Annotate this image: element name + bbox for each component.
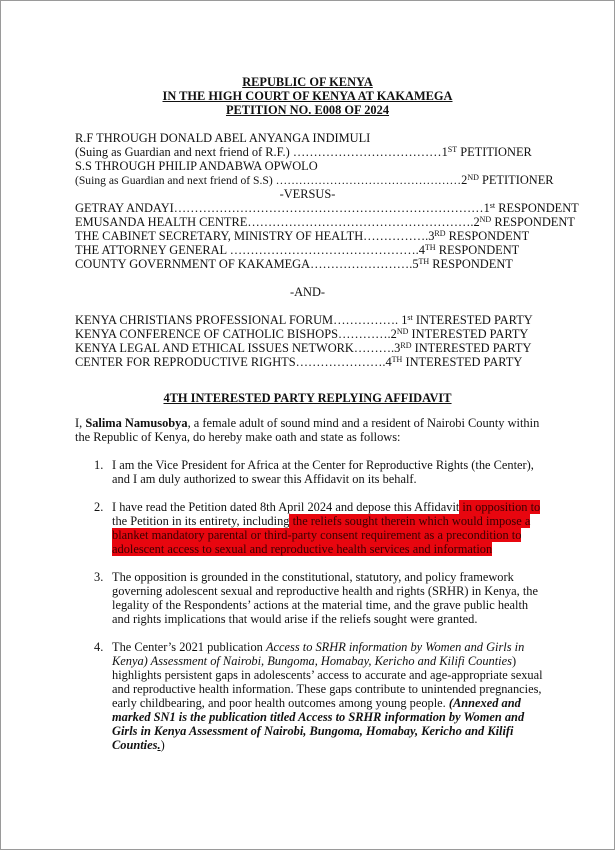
court-heading-petition: PETITION NO. E008 OF 2024: [225, 103, 390, 117]
paragraph-2-line-3: [112, 528, 521, 542]
respondent-3: THE CABINET SECRETARY, MINISTRY OF HEALTH…………….3RD RESPONDENT: [75, 229, 530, 243]
and-label: -AND-: [289, 285, 326, 299]
paragraph-2-line-2: the Petition in its entirety, including the reliefs sought therein which would impose a: [112, 514, 531, 528]
interested-party-1: KENYA CHRISTIANS PROFESSIONAL FORUM……………. 1st INTERESTED PARTY: [75, 313, 533, 327]
paragraph-4-line-7: Girls in Kenya Assessment of Nairobi, Bungoma, Homabay, Kericho and Kilifi: [112, 724, 514, 738]
paragraph-3-line-3: legality of the Respondents’ actions at the material time, and the grave public health: [112, 598, 529, 612]
paragraph-3-number: 3.: [94, 570, 104, 584]
paragraph-2-line-1: I have read the Petition dated 8th April 2024 and depose this Affidavit in opposition to: [112, 500, 541, 514]
paragraph-2-number: 2.: [94, 500, 104, 514]
paragraph-1-line-2: and I am duly authorized to swear this Affidavit on its behalf.: [112, 472, 417, 486]
paragraph-3-line-4: and rights implications that would arise if the reliefs sought were granted.: [112, 612, 478, 626]
intro-line-2: the Republic of Kenya, do hereby make oath and state as follows:: [75, 430, 401, 444]
affidavit-title: 4TH INTERESTED PARTY REPLYING AFFIDAVIT: [163, 391, 452, 405]
paragraph-4-line-4: and reproductive health information. These gaps contribute to unintended pregnancies,: [112, 682, 542, 696]
respondent-4: THE ATTORNEY GENERAL ……………………………………….4TH RESPONDENT: [75, 243, 520, 257]
interested-party-4: CENTER FOR REPRODUCTIVE RIGHTS………………….4TH INTERESTED PARTY: [75, 355, 523, 369]
paragraph-4-line-2: Kenya) Assessment of Nairobi, Bungoma, Homabay, Kericho and Kilifi Counties): [112, 654, 517, 668]
paragraph-1-number: 1.: [94, 458, 104, 472]
petitioner-1-line: (Suing as Guardian and next friend of R.F.) ………………………………1ST PETITIONER: [75, 145, 532, 159]
paragraph-4-line-6: marked SN1 is the publication titled Access to SRHR information by Women and: [112, 710, 525, 724]
paragraph-2-line-4: [112, 542, 492, 556]
intro-line-1: I, Salima Namusobya, a female adult of sound mind and a resident of Nairobi County within: [75, 416, 540, 430]
paragraph-4-line-1: The Center’s 2021 publication Access to SRHR information by Women and Girls in: [112, 640, 525, 654]
deponent-name: Salima Namusobya: [85, 416, 188, 430]
paragraph-4-number: 4.: [94, 640, 104, 654]
highlighted-text: adolescent access to sexual and reproductive health services and information: [112, 542, 493, 556]
paragraph-3-line-1: The opposition is grounded in the constitutional, statutory, and policy framework: [112, 570, 514, 584]
versus-label: -VERSUS-: [279, 187, 336, 201]
interested-party-3: KENYA LEGAL AND ETHICAL ISSUES NETWORK……….3RD INTERESTED PARTY: [75, 341, 532, 355]
paragraph-4-line-5: early childbearing, and poor health outcomes among young people. (Annexed and: [112, 696, 521, 710]
respondent-1: GETRAY ANDAYI…………………………………………………………………1st RESPONDENT: [75, 201, 579, 215]
paragraph-4-line-3: highlights persistent gaps in adolescents’ access to accurate and age-appropriate sexual: [112, 668, 543, 682]
petitioner-2-line: (Suing as Guardian and next friend of S.S) …………………………………………2ND PETITIONER: [75, 173, 554, 187]
court-heading-court: IN THE HIGH COURT OF KENYA AT KAKAMEGA: [162, 89, 453, 103]
interested-party-2: KENYA CONFERENCE OF CATHOLIC BISHOPS………….2ND INTERESTED PARTY: [75, 327, 529, 341]
paragraph-1-line-1: I am the Vice President for Africa at the Center for Reproductive Rights (the Center),: [112, 458, 534, 472]
petitioner-2-name: S.S THROUGH PHILIP ANDABWA OPWOLO: [75, 159, 318, 173]
respondent-5: COUNTY GOVERNMENT OF KAKAMEGA…………………….5TH RESPONDENT: [75, 257, 513, 271]
paragraph-3-line-2: governing adolescent sexual and reproductive health and rights (SRHR) in Kenya, the: [112, 584, 538, 598]
highlighted-text: blanket mandatory parental or third-party consent requirement as a precondition to: [112, 528, 522, 542]
court-heading-republic: REPUBLIC OF KENYA: [242, 75, 373, 89]
petitioner-1-name: R.F THROUGH DONALD ABEL ANYANGA INDIMULI: [75, 131, 371, 145]
respondent-2: EMUSANDA HEALTH CENTRE……………………………………………….2ND RESPONDENT: [75, 215, 575, 229]
paragraph-4-line-8: Counties.): [112, 738, 165, 752]
highlighted-text: in opposition to: [459, 500, 541, 514]
highlighted-text: the reliefs sought therein which would impose a: [289, 514, 531, 528]
